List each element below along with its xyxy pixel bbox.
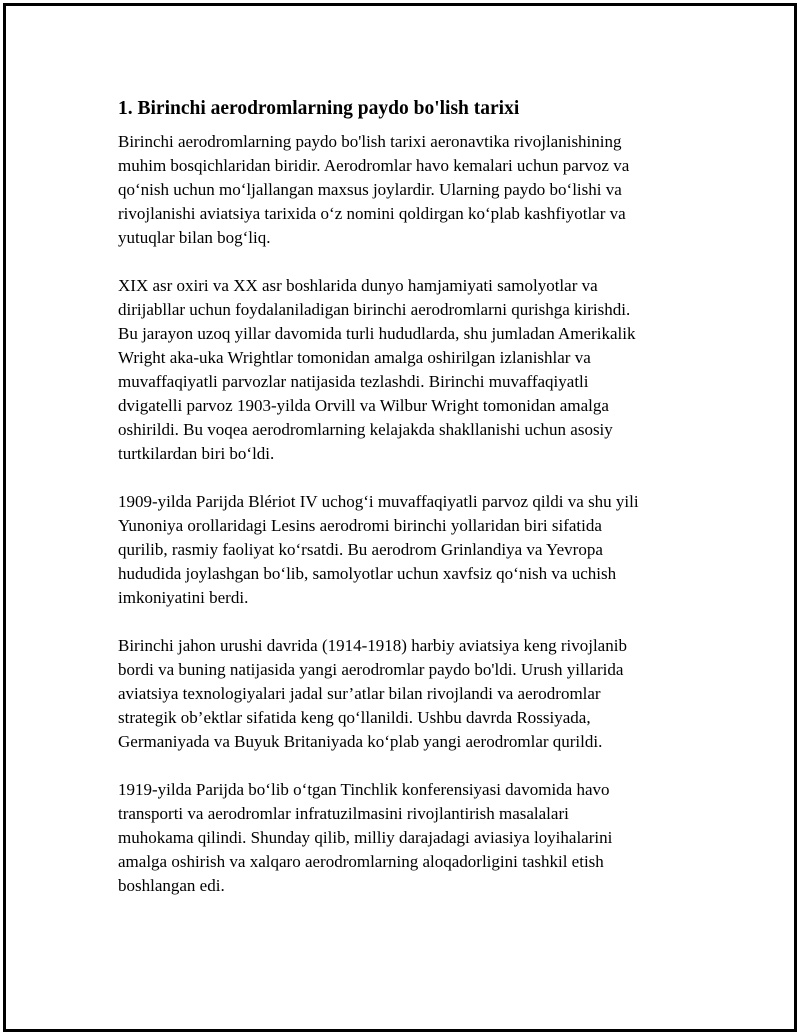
document-body xyxy=(118,96,683,898)
paragraph-1: Birinchi aerodromlarning paydo bo'lish tarixi aeronavtika rivojlanishining muhim bosqichlaridan biridir. Aerodromlar havo kemalari uchun parvoz va qo‘nish uchun mo‘ljallangan maxsus joylardir. Ularning paydo bo‘lishi va rivojlanishi aviatsiya tarixida o‘z nomini qoldirgan ko‘plab kashfiyotlar va yutuqlar bilan bog‘liq. xyxy=(118,132,630,247)
paragraph-4: Birinchi jahon urushi davrida (1914-1918) harbiy aviatsiya keng rivojlanib bordi va buning natijasida yangi aerodromlar paydo bo'ldi. Urush yillarida aviatsiya texnologiyalari jadal sur’atlar bilan rivojlandi va aerodromlar strategik ob’ektlar sifatida keng qo‘llanildi. Ushbu davrda Rossiyada, Germaniyada va Buyuk Britaniyada ko‘plab yangi aerodromlar qurildi. xyxy=(118,636,627,751)
paragraph-2: XIX asr oxiri va XX asr boshlarida dunyo hamjamiyati samolyotlar va dirijabllar uchun foydalaniladigan birinchi aerodromlarni qurishga kirishdi. Bu jarayon uzoq yillar davomida turli hududlarda, shu jumladan Amerikalik Wright aka-uka Wrightlar tomonidan amalga oshirilgan izlanishlar va muvaffaqiyatli parvozlar natijasida tezlashdi. Birinchi muvaffaqiyatli dvigatelli parvoz 1903-yilda Orvill va Wilbur Wright tomonidan amalga oshirildi. Bu voqea aerodromlarning kelajakda shakllanishi uchun asosiy turtkilardan biri bo‘ldi. xyxy=(118,276,636,463)
paragraph-5: 1919-yilda Parijda bo‘lib o‘tgan Tinchlik konferensiyasi davomida havo transporti va aerodromlar infratuzilmasini rivojlantirish masalalari muhokama qilindi. Shunday qilib, milliy darajadagi aviasiya loyihalarini amalga oshirish va xalqaro aerodromlarning aloqadorligini tashkil etish boshlangan edi. xyxy=(118,780,613,895)
paragraph-3: 1909-yilda Parijda Blériot IV uchog‘i muvaffaqiyatli parvoz qildi va shu yili Yunoniya orollaridagi Lesins aerodromi birinchi yollaridan biri sifatida qurilib, rasmiy faoliyat ko‘rsatdi. Bu aerodrom Grinlandiya va Yevropa hududida joylashgan bo‘lib, samolyotlar uchun xavfsiz qo‘nish va uchish imkoniyatini berdi. xyxy=(118,492,639,607)
section-heading: 1. Birinchi aerodromlarning paydo bo'lish tarixi xyxy=(118,98,520,119)
